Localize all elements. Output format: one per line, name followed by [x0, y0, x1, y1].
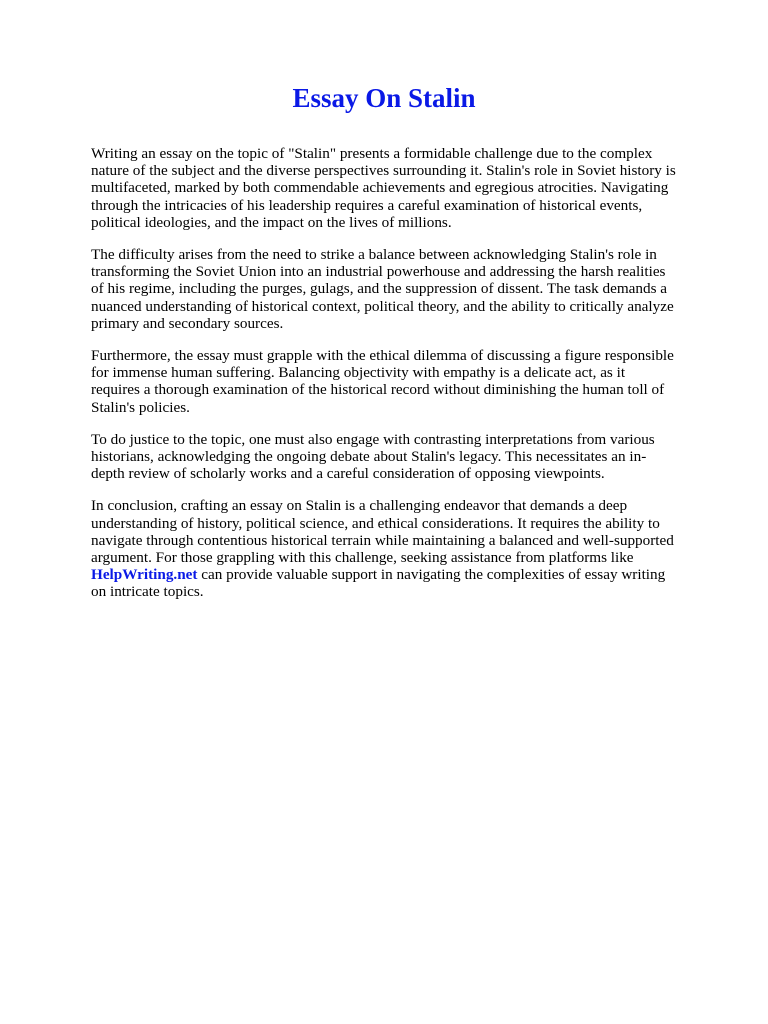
paragraph-1: Writing an essay on the topic of "Stalin" presents a formidable challenge due to the complex nature of the subject and the diverse perspectives surrounding it. Stalin's role in Soviet history is multifaceted, marked by both commendable achievements and egregious atrocities. Navigating through the intricacies of his leadership requires a careful examination of historical events, political ideologies, and the impact on the lives of millions. [91, 145, 676, 231]
helpwriting-link[interactable]: HelpWriting.net [91, 566, 198, 584]
paragraph-2: The difficulty arises from the need to strike a balance between acknowledging Stalin's role in transforming the Soviet Union into an industrial powerhouse and addressing the harsh realities of his regime, including the purges, gulags, and the suppression of dissent. The task demands a nuanced understanding of historical context, political theory, and the ability to critically analyze primary and secondary sources. [91, 246, 674, 332]
page-title: Essay On Stalin [292, 83, 476, 113]
conclusion-text-after-link: can provide valuable support in navigating the complexities of essay writing on intricate topics. [91, 566, 666, 601]
essay-body [91, 145, 677, 601]
paragraph-4: To do justice to the topic, one must also engage with contrasting interpretations from various historians, acknowledging the ongoing debate about Stalin's legacy. This necessitates an in-depth review of scholarly works and a careful consideration of opposing viewpoints. [91, 430, 655, 483]
paragraph-3: Furthermore, the essay must grapple with the ethical dilemma of discussing a figure responsible for immense human suffering. Balancing objectivity with empathy is a delicate act, as it requires a thorough examination of the historical record without diminishing the human toll of Stalin's policies. [91, 347, 674, 416]
conclusion-paragraph [91, 497, 677, 600]
conclusion-text-before-link: In conclusion, crafting an essay on Stalin is a challenging endeavor that demands a deep understanding of history, political science, and ethical considerations. It requires the ability to navigate through contentious historical terrain while maintaining a balanced and well-supported argument. For those grappling with this challenge, seeking assistance from platforms like [91, 497, 674, 567]
